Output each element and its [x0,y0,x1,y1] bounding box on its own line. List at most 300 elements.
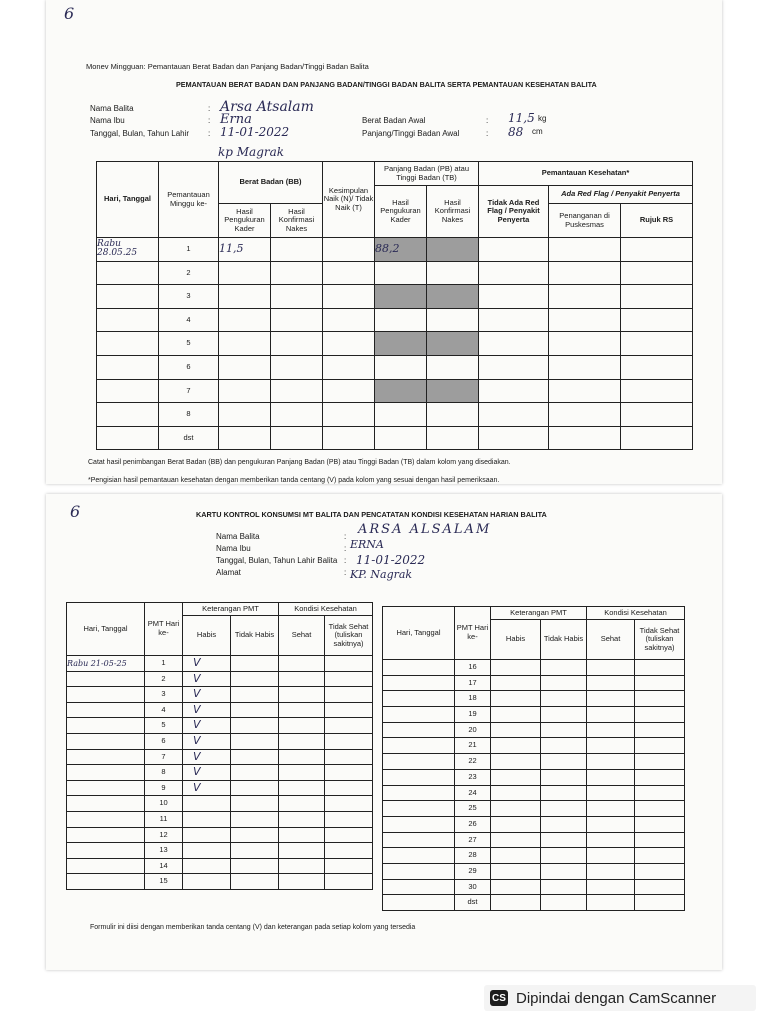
cell-tidak-habis [541,863,587,879]
cell-pb-kader: 88,2 [375,238,427,262]
note-1: Catat hasil penimbangan Berat Badan (BB) dan pengukuran Panjang Badan (PB) atau Tinggi Badan (TB) dalam kolom yang disediakan. [88,459,511,466]
cell-habis [183,874,231,890]
cell-bb-kader [219,426,271,450]
value-alamat: kp Magrak [218,145,285,159]
label-nama-balita: Nama Balita [90,104,134,113]
cell-minggu: 2 [159,261,219,285]
cell-tidak-sehat [635,660,685,676]
cell-sehat [587,707,635,723]
pmt-row [383,895,685,911]
cell-tidak-sehat [325,733,373,749]
cell-sehat [279,780,325,796]
cell-habis [183,827,231,843]
cell-tidak-habis [231,858,279,874]
header-tidak-habis-right: Tidak Habis [541,620,587,660]
label2-nama-ibu: Nama Ibu [216,544,251,553]
cell-bb-kader [219,379,271,403]
pmt-row [67,827,373,843]
cell-sehat [587,769,635,785]
cell-tidak-habis [541,816,587,832]
cell-day: 21 [455,738,491,754]
cell-rujuk [621,379,693,403]
cell-hari [67,827,145,843]
cell-day: 26 [455,816,491,832]
cell-bb-nakes [271,308,323,332]
cell-day: 5 [145,718,183,734]
label-nama-ibu: Nama Ibu [90,116,125,125]
camscanner-badge [484,985,756,1011]
cell-tidak-habis [541,879,587,895]
cell-day: 28 [455,848,491,864]
cell-day: 30 [455,879,491,895]
header-kesimpulan: Kesimpulan Naik (N)/ Tidak Naik (T) [323,162,375,238]
cell-tidak-sehat [635,754,685,770]
cell-bb-kader: 11,5 [219,238,271,262]
cell-habis [491,675,541,691]
cell-hari [97,379,159,403]
cell-hari [67,874,145,890]
cell-kesimpulan [323,332,375,356]
pmt-table-left [66,602,373,890]
cell-tidak-habis [541,722,587,738]
cell-pb-nakes [427,355,479,379]
pmt-row [67,858,373,874]
cell-habis: V [183,733,231,749]
cell-penanganan [549,379,621,403]
cell-minggu: 8 [159,403,219,427]
pmt-row [67,811,373,827]
cell-hari [383,691,455,707]
cell-hari [383,816,455,832]
cell-day: 20 [455,722,491,738]
header-minggu: Pemantauan Minggu ke- [159,162,219,238]
header-tidak-sehat-right: Tidak Sehat (tuliskan sakitnya) [635,620,685,660]
cell-day: 15 [145,874,183,890]
weekly-row [97,355,693,379]
cell-penanganan [549,426,621,450]
cell-sehat [279,765,325,781]
cell-rujuk [621,308,693,332]
cell-day: 2 [145,671,183,687]
cell-rujuk [621,238,693,262]
pmt-row [383,660,685,676]
cell-hari [383,879,455,895]
cell-bb-kader [219,261,271,285]
cell-kesimpulan [323,355,375,379]
cell-habis: V [183,671,231,687]
cell-day: 18 [455,691,491,707]
cell-hari [383,785,455,801]
value-panjang-awal: 88 [508,125,524,139]
cell-day: 13 [145,843,183,859]
cell-habis [491,769,541,785]
pmt-row [383,691,685,707]
cell-tidak-sehat [325,827,373,843]
cell-bb-nakes [271,403,323,427]
cell-tidak-ada [479,308,549,332]
cell-tidak-ada [479,403,549,427]
cell-habis: V [183,702,231,718]
pmt-row [67,796,373,812]
page-mark-2: 6 [70,502,81,521]
header-bb: Berat Badan (BB) [219,162,323,204]
cell-day: 14 [145,858,183,874]
cell-habis: V [183,749,231,765]
camscanner-text: Dipindai dengan CamScanner [516,989,717,1007]
header-hari-tanggal: Hari, Tanggal [97,162,159,238]
header-pmt-left: PMT Hari ke- [145,603,183,656]
cell-sehat [587,848,635,864]
cell-hari [383,832,455,848]
cell-tidak-habis [231,827,279,843]
cell-hari [97,403,159,427]
cell-minggu: 3 [159,285,219,309]
cell-hari [383,801,455,817]
weekly-row [97,332,693,356]
cell-hari [67,780,145,796]
value2-nama-ibu: ERNA [350,538,384,551]
cell-pb-nakes [427,379,479,403]
cell-habis [491,722,541,738]
cell-tidak-sehat [635,675,685,691]
cell-penanganan [549,261,621,285]
cell-habis: V [183,765,231,781]
cell-tidak-sehat [325,796,373,812]
pre-title: Monev Mingguan: Pemantauan Berat Badan dan Panjang Badan/Tinggi Badan Balita [86,62,369,71]
weekly-row [97,308,693,332]
cell-tidak-habis [231,780,279,796]
cell-tidak-sehat [635,785,685,801]
weekly-table [96,161,693,450]
cell-habis: V [183,687,231,703]
cell-tidak-habis [541,832,587,848]
value2-nama-balita: ARSA ALSALAM [358,522,492,537]
cell-pb-nakes [427,285,479,309]
pmt-row [383,785,685,801]
cell-kesimpulan [323,261,375,285]
cell-sehat [279,796,325,812]
value-berat-awal: 11,5 [508,111,535,125]
cell-day: 4 [145,702,183,718]
cell-habis [491,660,541,676]
cell-penanganan [549,238,621,262]
cell-hari [383,769,455,785]
cell-habis [491,832,541,848]
value-nama-ibu: Erna [220,112,252,127]
cell-rujuk [621,285,693,309]
cell-habis [491,785,541,801]
cell-tidak-sehat [325,874,373,890]
header-ada-red-flag: Ada Red Flag / Penyakit Penyerta [549,186,693,204]
header-tidak-ada-red-flag: Tidak Ada Red Flag / Penyakit Penyerta [479,186,549,238]
weekly-row [97,238,693,262]
cell-tidak-habis [541,675,587,691]
cell-kesimpulan [323,308,375,332]
header-pb-nakes: Hasil Konfirmasi Nakes [427,186,479,238]
pmt-row [67,687,373,703]
cell-day: 12 [145,827,183,843]
cell-habis [183,858,231,874]
value-tanggal-lahir: 11-01-2022 [220,125,290,139]
cell-day: 8 [145,765,183,781]
cell-sehat [587,816,635,832]
cell-sehat [587,801,635,817]
cell-day: 3 [145,687,183,703]
header-kondisi-left: Kondisi Kesehatan [279,603,373,616]
weekly-monitoring-sheet: 6 Monev Mingguan: Pemantauan Berat Badan dan Panjang Badan/Tinggi Badan Balita PEMANTAUAN BERAT BADAN DAN PANJANG BADAN/TINGGI BADAN BALITA SERTA PEMANTAUAN KESEHATAN BALITA Nama Balita Nama Ibu Tanggal, Bulan, Tahun Lahir : : : Arsa Atsalam Erna 11-01-2022 kp Magrak Berat Badan Awal Panjang/Tinggi Badan Awal : : 11,5 kg 88 cm Hari, Tanggal Pemantauan Minggu ke- Berat Badan (BB) Kesimpulan Naik (N)/ Tidak Naik (T) Panjang Badan (PB) atau Tinggi Badan (TB) Pemantauan Kesehatan* Hasil Pengukuran Kader Hasil Konfirmasi Nakes Tidak Ada Red Flag / Penyakit Penyerta Ada Red Flag / Penyakit Penyerta Hasil Pengukuran Kader Hasil Konfirmasi Nakes Penanganan di Puskesmas Rujuk RS Rabu 28.05.25 1 11,5 88,2 2 3 4 5 6 7 8 dst Catat hasil penimbangan Berat Badan (BB) dan pengukuran Panjang Badan (PB) atau Tinggi Badan (TB) dalam kolom yang disediakan. *Pengisian hasil pemantauan kesehatan dengan memberikan tanda centang (V) pada kolom yang sesuai dengan hasil pemeriksaan. [46,0,722,484]
cell-tidak-habis [541,754,587,770]
pmt-row [383,816,685,832]
cell-tidak-habis [541,895,587,911]
cell-tidak-sehat [635,832,685,848]
cell-habis: V [183,780,231,796]
cell-hari [97,285,159,309]
page-mark: 6 [64,4,75,23]
cell-sehat [279,749,325,765]
cell-pb-kader [375,403,427,427]
cell-minggu: 7 [159,379,219,403]
cell-hari [97,308,159,332]
pmt-row [67,843,373,859]
cell-tidak-sehat [635,895,685,911]
cell-hari [67,733,145,749]
cell-tidak-habis [231,749,279,765]
cell-hari: Rabu 28.05.25 [97,238,159,262]
pmt-row [383,722,685,738]
cell-hari [383,848,455,864]
cell-sehat [279,811,325,827]
cell-habis: V [183,718,231,734]
cell-pb-nakes [427,238,479,262]
cell-tidak-sehat [635,863,685,879]
cell-tidak-sehat [325,858,373,874]
cell-tidak-sehat [325,843,373,859]
cell-bb-kader [219,332,271,356]
cell-rujuk [621,403,693,427]
cell-bb-kader [219,285,271,309]
cell-tidak-sehat [635,848,685,864]
cell-hari [383,754,455,770]
cell-habis [491,879,541,895]
cell-bb-nakes [271,379,323,403]
cell-habis [491,691,541,707]
cell-pb-kader [375,379,427,403]
cell-hari [97,332,159,356]
pmt-row [383,863,685,879]
cell-hari [67,811,145,827]
cell-hari [383,738,455,754]
pmt-row [383,769,685,785]
cell-sehat [587,675,635,691]
pmt-row [67,874,373,890]
cell-penanganan [549,308,621,332]
cell-tidak-ada [479,238,549,262]
weekly-row [97,426,693,450]
cell-tidak-sehat [325,687,373,703]
cell-tidak-sehat [325,702,373,718]
cell-penanganan [549,355,621,379]
cell-habis [491,707,541,723]
pmt-row [67,780,373,796]
header-tidak-habis-left: Tidak Habis [231,616,279,656]
cell-kesimpulan [323,285,375,309]
cell-habis [491,895,541,911]
camscanner-logo-icon: CS [490,990,508,1006]
cell-sehat [587,832,635,848]
cell-day: 29 [455,863,491,879]
cell-habis [183,843,231,859]
cell-minggu: dst [159,426,219,450]
cell-hari [67,765,145,781]
cell-rujuk [621,332,693,356]
cell-hari [383,722,455,738]
pmt-row [67,656,373,672]
cell-hari [97,355,159,379]
cell-tidak-ada [479,379,549,403]
pmt-row [383,675,685,691]
cell-tidak-sehat [635,769,685,785]
unit-cm: cm [532,127,543,136]
cell-habis [491,754,541,770]
cell-day: 17 [455,675,491,691]
cell-habis [491,816,541,832]
cell-hari [67,718,145,734]
cell-pb-kader [375,261,427,285]
cell-hari [97,426,159,450]
cell-tidak-sehat [635,722,685,738]
cell-hari [383,707,455,723]
header-habis-left: Habis [183,616,231,656]
cell-day: 6 [145,733,183,749]
cell-tidak-sehat [635,691,685,707]
daily-consumption-sheet: 6 KARTU KONTROL KONSUMSI MT BALITA DAN PENCATATAN KONDISI KESEHATAN HARIAN BALITA Nama Balita Nama Ibu Tanggal, Bulan, Tahun Lahir Balita Alamat : : : : ARSA ALSALAM ERNA 11-01-2022 KP. Nagrak Hari, Tanggal PMT Hari ke- Keterangan PMT Kondisi Kesehatan Habis Tidak Habis Sehat Tidak Sehat (tuliskan sakitnya) Rabu 21-05-25 1 V 2 V 3 V 4 V 5 V 6 V 7 V 8 V 9 V 10 11 12 13 14 15 Hari, Tanggal PMT Hari ke- Keterangan PMT Kondisi Kesehatan Habis Tidak Habis Sehat Tidak Sehat (tuliskan sakitnya) 16 17 18 19 20 21 22 23 24 25 26 27 28 29 30 dst Formulir ini diisi dengan memberikan tanda centang (V) dan keterangan pada setiap kolom yang tersedia [46,494,722,970]
value2-alamat: KP. Nagrak [350,568,413,581]
header-pb: Panjang Badan (PB) atau Tinggi Badan (TB) [375,162,479,186]
header-hari-tanggal-left: Hari, Tanggal [67,603,145,656]
cell-sehat [279,843,325,859]
cell-tidak-sehat [325,811,373,827]
form-title: PEMANTAUAN BERAT BADAN DAN PANJANG BADAN/TINGGI BADAN BALITA SERTA PEMANTAUAN KESEHATAN BALITA [176,80,597,89]
cell-tidak-habis [541,848,587,864]
cell-tidak-habis [231,656,279,672]
cell-sehat [587,660,635,676]
cell-tidak-sehat [635,879,685,895]
cell-day: 24 [455,785,491,801]
pmt-row [383,707,685,723]
pmt-row [67,749,373,765]
cell-penanganan [549,332,621,356]
cell-sehat [279,656,325,672]
cell-sehat [279,687,325,703]
cell-hari [67,858,145,874]
header-habis-right: Habis [491,620,541,660]
header-kondisi-right: Kondisi Kesehatan [587,607,685,620]
cell-sehat [279,874,325,890]
pmt-row [383,738,685,754]
cell-pb-nakes [427,308,479,332]
cell-day: 10 [145,796,183,812]
cell-day: 22 [455,754,491,770]
cell-tidak-habis [231,811,279,827]
cell-sehat [587,691,635,707]
cell-tidak-sehat [635,707,685,723]
header-bb-kader: Hasil Pengukuran Kader [219,204,271,238]
cell-bb-nakes [271,261,323,285]
weekly-row [97,285,693,309]
label2-alamat: Alamat [216,568,241,577]
cell-sehat [587,879,635,895]
header-sehat-left: Sehat [279,616,325,656]
cell-pb-kader [375,285,427,309]
cell-tidak-habis [231,671,279,687]
cell-pb-nakes [427,426,479,450]
header-keterangan-left: Keterangan PMT [183,603,279,616]
cell-hari [67,749,145,765]
pmt-row [383,848,685,864]
cell-day: 25 [455,801,491,817]
pmt-row [383,832,685,848]
cell-tidak-habis [541,691,587,707]
cell-habis [183,811,231,827]
cell-hari [383,675,455,691]
cell-habis [491,738,541,754]
cell-sehat [279,733,325,749]
cell-day: dst [455,895,491,911]
cell-day: 9 [145,780,183,796]
cell-penanganan [549,285,621,309]
label-tanggal-lahir: Tanggal, Bulan, Tahun Lahir [90,129,190,138]
cell-habis [491,801,541,817]
header-pmt-right: PMT Hari ke- [455,607,491,660]
cell-bb-nakes [271,285,323,309]
cell-pb-kader [375,332,427,356]
cell-day: 1 [145,656,183,672]
label2-tanggal-lahir: Tanggal, Bulan, Tahun Lahir Balita [216,556,338,565]
cell-sehat [279,671,325,687]
cell-hari [67,671,145,687]
cell-tidak-habis [541,801,587,817]
header-keterangan-right: Keterangan PMT [491,607,587,620]
form-title-2: KARTU KONTROL KONSUMSI MT BALITA DAN PENCATATAN KONDISI KESEHATAN HARIAN BALITA [196,510,547,519]
weekly-row [97,403,693,427]
cell-tidak-sehat [635,816,685,832]
cell-sehat [279,858,325,874]
cell-kesimpulan [323,426,375,450]
cell-hari [97,261,159,285]
cell-tidak-ada [479,332,549,356]
cell-tidak-habis [541,738,587,754]
cell-bb-nakes [271,238,323,262]
cell-tidak-habis [541,660,587,676]
cell-bb-kader [219,308,271,332]
pmt-row [383,801,685,817]
cell-pb-kader [375,355,427,379]
cell-tidak-ada [479,285,549,309]
cell-tidak-sehat [325,749,373,765]
cell-bb-nakes [271,426,323,450]
header-penanganan: Penanganan di Puskesmas [549,204,621,238]
cell-habis [183,796,231,812]
header-sehat-right: Sehat [587,620,635,660]
cell-day: 16 [455,660,491,676]
cell-hari [383,895,455,911]
cell-hari [67,796,145,812]
cell-hari [67,687,145,703]
cell-kesimpulan [323,238,375,262]
header-tidak-sehat-left: Tidak Sehat (tuliskan sakitnya) [325,616,373,656]
cell-tidak-habis [231,718,279,734]
cell-bb-kader [219,355,271,379]
